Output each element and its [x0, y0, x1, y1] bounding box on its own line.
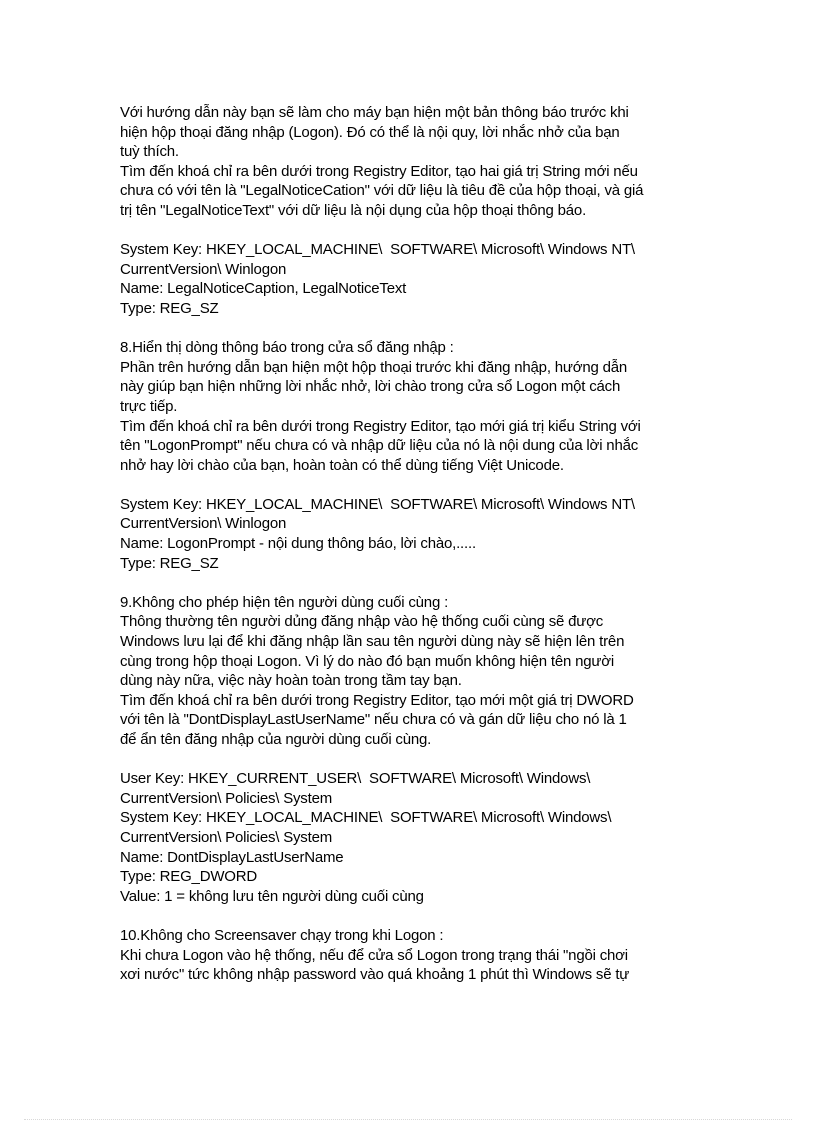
text-line: CurrentVersion\ Policies\ System: [120, 789, 333, 807]
text-line: CurrentVersion\ Policies\ System: [120, 828, 333, 846]
text-line: System Key: HKEY_LOCAL_MACHINE\ SOFTWARE\ Microsoft\ Windows NT\: [120, 241, 635, 259]
text-line: trực tiếp.: [120, 397, 178, 415]
text-line: System Key: HKEY_LOCAL_MACHINE\ SOFTWARE\ Microsoft\ Windows NT\: [120, 495, 635, 513]
text-line: Type: REG_SZ: [120, 299, 219, 317]
text-line: Type: REG_SZ: [120, 554, 219, 572]
text-line: Khi chưa Logon vào hệ thống, nếu để cửa sổ Logon trong trạng thái "ngồi chơi: [120, 946, 628, 964]
text-line: Phần trên hướng dẫn bạn hiện một hộp thoại trước khi đăng nhập, hướng dẫn: [120, 358, 628, 376]
text-line: Windows lưu lại để khi đăng nhập lần sau tên người dùng này sẽ hiện lên trên: [120, 633, 625, 651]
text-line: Tìm đến khoá chỉ ra bên dưới trong Registry Editor, tạo mới một giá trị DWORD: [120, 691, 634, 709]
text-line: Type: REG_DWORD: [120, 868, 258, 886]
text-line: System Key: HKEY_LOCAL_MACHINE\ SOFTWARE\ Microsoft\ Windows\: [120, 809, 612, 827]
text-line: CurrentVersion\ Winlogon: [120, 515, 287, 533]
paragraph-spacer: [120, 221, 720, 241]
paragraph: [120, 495, 720, 573]
text-line: này giúp bạn hiện những lời nhắc nhở, lời chào trong cửa sổ Logon một cách: [120, 378, 621, 396]
paragraph: [120, 593, 720, 750]
text-line: User Key: HKEY_CURRENT_USER\ SOFTWARE\ Microsoft\ Windows\: [120, 770, 591, 788]
text-line: Name: LogonPrompt - nội dung thông báo, lời chào,.....: [120, 535, 476, 553]
paragraph-spacer: [120, 906, 720, 926]
text-line: để ẩn tên đăng nhập của người dùng cuối cùng.: [120, 731, 432, 748]
document-page: [120, 103, 720, 985]
paragraph-spacer: [120, 475, 720, 495]
text-line: chưa có với tên là "LegalNoticeCation" với dữ liệu là tiêu đề của hộp thoại, và giá: [120, 182, 644, 200]
text-line: Name: DontDisplayLastUserName: [120, 848, 344, 866]
text-line: hiện hộp thoại đăng nhập (Logon). Đó có thể là nội quy, lời nhắc nhở của bạn: [120, 123, 620, 141]
text-line: xơi nước" tức không nhập password vào quá khoảng 1 phút thì Windows sẽ tự: [120, 966, 630, 984]
text-line: với tên là "DontDisplayLastUserName" nếu chưa có và gán dữ liệu cho nó là 1: [120, 711, 627, 729]
text-line: Value: 1 = không lưu tên người dùng cuối cùng: [120, 887, 424, 905]
paragraph: [120, 926, 720, 985]
paragraph-spacer: [120, 750, 720, 770]
text-line: 9.Không cho phép hiện tên người dùng cuối cùng :: [120, 593, 449, 611]
text-line: CurrentVersion\ Winlogon: [120, 260, 287, 278]
text-line: cùng trong hộp thoại Logon. Vì lý do nào đó bạn muốn không hiện tên người: [120, 652, 614, 670]
text-line: trị tên "LegalNoticeText" với dữ liệu là nội dụng của hộp thoại thông báo.: [120, 201, 587, 219]
page-bottom-divider: [24, 1119, 792, 1120]
paragraph-spacer: [120, 319, 720, 339]
text-line: tuỳ thích.: [120, 143, 179, 161]
paragraph: [120, 338, 720, 475]
text-line: dùng này nữa, việc này hoàn toàn trong tầm tay bạn.: [120, 672, 462, 690]
text-line: Tìm đến khoá chỉ ra bên dưới trong Registry Editor, tạo hai giá trị String mới nếu: [120, 162, 638, 180]
text-line: Với hướng dẫn này bạn sẽ làm cho máy bạn hiện một bản thông báo trước khi: [120, 104, 629, 121]
text-line: 8.Hiển thị dòng thông báo trong cửa sổ đăng nhập :: [120, 339, 454, 357]
paragraph: [120, 769, 720, 906]
paragraph: [120, 103, 720, 221]
text-line: Name: LegalNoticeCaption, LegalNoticeText: [120, 280, 407, 298]
text-line: tên "LogonPrompt" nếu chưa có và nhập dữ liệu của nó là nội dung của lời nhắc: [120, 437, 639, 455]
paragraph-spacer: [120, 573, 720, 593]
text-line: 10.Không cho Screensaver chạy trong khi Logon :: [120, 926, 444, 944]
text-line: Thông thường tên người dủng đăng nhập vào hệ thống cuối cùng sẽ được: [120, 613, 604, 631]
text-line: Tìm đến khoá chỉ ra bên dưới trong Registry Editor, tạo mới giá trị kiểu String với: [120, 417, 641, 435]
paragraph: [120, 240, 720, 318]
text-line: nhở hay lời chào của bạn, hoàn toàn có thể dùng tiếng Việt Unicode.: [120, 456, 564, 474]
